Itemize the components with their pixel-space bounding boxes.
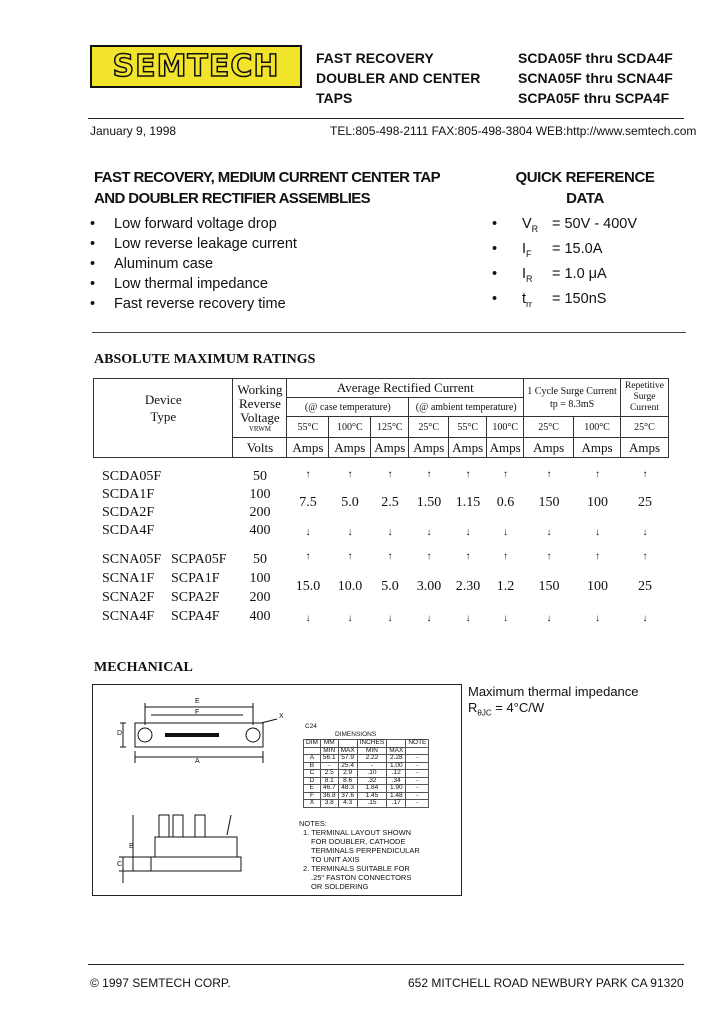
down-arrow-icon: ↓: [546, 527, 552, 538]
group2-devices-n: [102, 550, 161, 626]
dim-cell: .15: [357, 800, 387, 808]
current-value: 10.0: [337, 579, 363, 594]
current-value: 1.2: [496, 579, 515, 594]
dim-row: [304, 792, 429, 800]
case-code: C24: [305, 723, 317, 730]
up-arrow-icon: ↑: [503, 469, 508, 480]
dim-cell: B: [304, 762, 321, 770]
dim-cell: 57.9: [338, 755, 357, 763]
down-arrow-icon: ↓: [465, 613, 471, 624]
dim-cell: MAX: [387, 747, 406, 755]
value-cell: [574, 550, 621, 626]
volt-value: 200: [249, 505, 271, 520]
dimensions-title: DIMENSIONS: [335, 731, 377, 738]
thermal-subscript: θJC: [477, 708, 492, 718]
current-value: 5.0: [381, 579, 399, 594]
dim-cell: -: [357, 762, 387, 770]
up-arrow-icon: ↑: [595, 551, 600, 562]
dim-cell: 36.8: [320, 792, 338, 800]
qr-value: = 150nS: [552, 290, 607, 307]
doc-date: January 9, 1998: [90, 124, 177, 138]
hdr-text: Surge: [633, 392, 656, 402]
logo-text: SEMTECH: [112, 49, 280, 84]
dim-cell: -: [406, 800, 429, 808]
quick-ref-row: • $V_R = 50V - 400V$: [492, 216, 638, 234]
qr-symbol: V: [522, 216, 532, 232]
current-value: 0.6: [496, 495, 515, 510]
dim-cell: .32: [357, 777, 387, 785]
dim-cell: 1.48: [387, 792, 406, 800]
dim-cell: DIM: [304, 740, 321, 748]
dim-cell: 1.90: [387, 785, 406, 793]
up-arrow-icon: ↑: [546, 551, 552, 562]
dim-row: [304, 755, 429, 763]
temp-header: 55°C: [449, 417, 487, 438]
temp-header: 100°C: [329, 417, 371, 438]
qr-subscript: R: [526, 273, 533, 284]
temp-header: 25°C: [524, 417, 574, 438]
current-value: 1.15: [455, 495, 481, 510]
dim-cell: 56.1: [320, 755, 338, 763]
hdr-text: Type: [150, 409, 177, 425]
dim-cell: -: [406, 770, 429, 778]
down-arrow-icon: ↓: [642, 613, 648, 624]
up-arrow-icon: ↑: [347, 551, 353, 562]
dim-label: D: [117, 730, 123, 737]
down-arrow-icon: ↓: [595, 613, 600, 624]
intro-heading: [94, 167, 440, 209]
value-cell: [621, 550, 669, 626]
header-part-numbers: [518, 48, 673, 108]
current-value: 15.0: [295, 579, 321, 594]
down-arrow-icon: ↓: [503, 527, 508, 538]
repetitive-surge-header: [620, 379, 668, 417]
volt-value: 50: [253, 552, 267, 567]
qr-subscript: rr: [526, 298, 533, 309]
up-arrow-icon: ↑: [642, 551, 648, 562]
dim-cell: [338, 740, 357, 748]
dim-cell: 1.00: [387, 762, 406, 770]
up-arrow-icon: ↑: [465, 469, 471, 480]
qr-value: = 1.0 μA: [552, 265, 607, 282]
dim-cell: INCHES: [357, 740, 387, 748]
feature-item: • Low thermal impedance: [90, 274, 297, 294]
case-temp-header: (@ case temperature): [287, 398, 409, 417]
qr-symbol: I: [522, 240, 527, 257]
value-cell: [329, 550, 371, 626]
dim-cell: -: [406, 762, 429, 770]
current-value: 150: [538, 579, 560, 594]
dim-row: [304, 785, 429, 793]
units-amps: Amps: [287, 438, 329, 458]
ambient-temp-header: (@ ambient temperature): [409, 398, 524, 417]
value-cell: [621, 468, 669, 540]
device-name: SCPA05F: [171, 552, 227, 567]
dim-cell: MIN: [357, 747, 387, 755]
note-line: .25" FASTON CONNECTORS: [311, 873, 412, 882]
current-value: 100: [587, 495, 608, 510]
terminal: [173, 815, 183, 837]
temp-header: 25°C: [409, 417, 449, 438]
dim-cell: -: [320, 762, 338, 770]
temp-header: 125°C: [371, 417, 409, 438]
dim-cell: 8.1: [320, 777, 338, 785]
device-name: SCPA1F: [171, 571, 220, 586]
mechanical-drawing-box: [92, 684, 462, 896]
quick-ref-list: [492, 214, 637, 314]
thermal-impedance-value: [468, 700, 544, 718]
quick-ref-row: • $t_{rr} = 150nS$: [492, 290, 607, 309]
temp-header: 100°C: [574, 417, 621, 438]
dim-cell: .12: [387, 770, 406, 778]
assembly-base: [151, 857, 241, 871]
dim-label: A: [195, 758, 200, 765]
dim-label: F: [195, 709, 200, 716]
feature-item: • Low forward voltage drop: [90, 214, 297, 234]
dim-cell: MAX: [338, 747, 357, 755]
heading-line: QUICK REFERENCE: [515, 169, 655, 186]
down-arrow-icon: ↓: [387, 527, 393, 538]
dim-cell: A: [304, 755, 321, 763]
working-voltage-header: [233, 379, 287, 438]
volt-value: 200: [249, 590, 271, 605]
group1-values: [287, 468, 669, 540]
mechanical-title: MECHANICAL: [94, 660, 193, 675]
dim-cell: .34: [387, 777, 406, 785]
feature-item: • Aluminum case: [90, 254, 297, 274]
group2-volts: [235, 550, 285, 626]
dim-cell: 1.84: [357, 785, 387, 793]
feature-item: • Low reverse leakage current: [90, 234, 297, 254]
temp-header: 55°C: [287, 417, 329, 438]
down-arrow-icon: ↓: [546, 613, 552, 624]
dim-label: B: [129, 843, 134, 850]
feature-item: • Fast reverse recovery time: [90, 294, 297, 314]
ratings-table: [93, 378, 669, 458]
down-arrow-icon: ↓: [347, 527, 353, 538]
dim-cell: MIN: [320, 747, 338, 755]
temp-header: 100°C: [487, 417, 524, 438]
down-arrow-icon: ↓: [305, 613, 311, 624]
hdr-text: Reverse: [239, 395, 281, 411]
up-arrow-icon: ↑: [426, 469, 432, 480]
dim-cell: 48.3: [338, 785, 357, 793]
dim-row: [304, 800, 429, 808]
units-amps: Amps: [574, 438, 621, 458]
units-amps: Amps: [524, 438, 574, 458]
note-line: 1. TERMINAL LAYOUT SHOWN: [303, 828, 412, 837]
note-line: TO UNIT AXIS: [311, 855, 360, 864]
dim-cell: MM: [320, 740, 338, 748]
value-cell: [287, 468, 329, 540]
footer-copyright: © 1997 SEMTECH CORP.: [90, 976, 231, 990]
mount-hole: [138, 728, 152, 742]
footer-divider: [88, 964, 684, 965]
dim-cell: 3.8: [320, 800, 338, 808]
dim-cell: 8.6: [338, 777, 357, 785]
part-line: SCPA05F thru SCPA4F: [518, 90, 670, 106]
value-cell: [524, 468, 574, 540]
units-amps: Amps: [620, 438, 668, 458]
title-line: DOUBLER AND CENTER: [316, 70, 481, 86]
current-value: 150: [538, 495, 560, 510]
group1-devices: [102, 468, 161, 540]
group1-volts: [235, 468, 285, 540]
down-arrow-icon: ↓: [426, 527, 432, 538]
dim-row: [304, 740, 429, 748]
device-name: SCDA4F: [102, 523, 155, 538]
dim-cell: 37.6: [338, 792, 357, 800]
assembly-body: [155, 837, 237, 857]
dim-cell: -: [406, 777, 429, 785]
volt-value: 100: [249, 487, 271, 502]
value-cell: [574, 468, 621, 540]
dim-cell: -: [406, 785, 429, 793]
dim-cell: -: [406, 755, 429, 763]
volt-value: 400: [249, 609, 271, 624]
header-divider: [88, 118, 684, 119]
qr-symbol: I: [522, 265, 527, 282]
quick-ref-row: • $I_R = 1.0$ μA: [492, 265, 607, 284]
units-spacer: [94, 438, 233, 458]
device-name: SCNA2F: [102, 590, 155, 605]
up-arrow-icon: ↑: [465, 551, 471, 562]
temp-header: 25°C: [620, 417, 668, 438]
volt-value: 100: [249, 571, 271, 586]
up-arrow-icon: ↑: [387, 551, 393, 562]
avg-current-header: Average Rectified Current: [287, 379, 524, 398]
group2-devices-p: [171, 550, 227, 626]
hdr-text: Current: [629, 403, 659, 413]
hdr-text: Repetitive: [624, 381, 665, 391]
thermal-impedance-label: Maximum thermal impedance: [468, 684, 639, 699]
quick-ref-row: • $I_F = 15.0A$: [492, 240, 603, 259]
heading-line: FAST RECOVERY, MEDIUM CURRENT CENTER TAP: [94, 169, 441, 186]
heading-line: DATA: [566, 190, 604, 207]
feature-list: [90, 214, 297, 314]
ratings-title: ABSOLUTE MAXIMUM RATINGS: [94, 352, 316, 367]
units-amps: Amps: [371, 438, 409, 458]
value-cell: [287, 550, 329, 626]
down-arrow-icon: ↓: [347, 613, 353, 624]
units-amps: Amps: [329, 438, 371, 458]
device-name: SCDA05F: [102, 469, 162, 484]
up-arrow-icon: ↑: [546, 469, 552, 480]
value-cell: [449, 550, 487, 626]
up-arrow-icon: ↑: [503, 551, 508, 562]
dim-cell: E: [304, 785, 321, 793]
dim-cell: [387, 740, 406, 748]
down-arrow-icon: ↓: [595, 527, 600, 538]
qr-value: = 15.0A: [552, 240, 603, 257]
quick-ref-heading: [500, 167, 670, 209]
footer-address: 652 MITCHELL ROAD NEWBURY PARK CA 91320: [408, 976, 684, 990]
heading-line: AND DOUBLER RECTIFIER ASSEMBLIES: [94, 190, 371, 207]
volt-value: 50: [253, 469, 267, 484]
value-cell: [449, 468, 487, 540]
note-line: OR SOLDERING: [311, 882, 369, 891]
current-value: 5.0: [341, 495, 359, 510]
up-arrow-icon: ↑: [305, 551, 311, 562]
current-value: 25: [638, 495, 652, 510]
section-divider: [92, 332, 686, 333]
device-name: SCDA1F: [102, 487, 155, 502]
down-arrow-icon: ↓: [426, 613, 432, 624]
qr-symbol: t: [522, 290, 527, 307]
dim-cell: 46.7: [320, 785, 338, 793]
contact-info: TEL:805-498-2111 FAX:805-498-3804 WEB:http://www.semtech.com: [330, 124, 697, 138]
current-value: 2.5: [381, 495, 399, 510]
title-line: TAPS: [316, 90, 353, 106]
up-arrow-icon: ↑: [642, 469, 648, 480]
units-amps: Amps: [449, 438, 487, 458]
current-value: 7.5: [299, 495, 317, 510]
hdr-text: Device: [144, 392, 182, 408]
dim-cell: D: [304, 777, 321, 785]
current-value: 3.00: [416, 579, 442, 594]
note-line: 2. TERMINALS SUITABLE FOR: [303, 864, 410, 873]
surge-header: [524, 379, 621, 417]
up-arrow-icon: ↑: [347, 469, 353, 480]
units-amps: Amps: [409, 438, 449, 458]
value-cell: [487, 468, 524, 540]
current-value: 100: [587, 579, 608, 594]
up-arrow-icon: ↑: [387, 469, 393, 480]
dim-row: [304, 762, 429, 770]
mount-hole: [246, 728, 260, 742]
part-line: SCNA05F thru SCNA4F: [518, 70, 673, 86]
thermal-value: = 4°C/W: [495, 700, 545, 715]
hdr-text: tp = 8.3mS: [549, 398, 595, 410]
dimensions-table: [303, 739, 429, 808]
terminal: [195, 815, 205, 837]
qr-subscript: R: [531, 223, 539, 234]
part-line: SCDA05F thru SCDA4F: [518, 50, 673, 66]
vrwm-label: VRWM: [248, 424, 272, 433]
hdr-text: 1 Cycle Surge Current: [527, 385, 617, 397]
dim-cell: 2.22: [357, 755, 387, 763]
device-name: SCNA1F: [102, 571, 155, 586]
dim-cell: .10: [357, 770, 387, 778]
header-title: [316, 48, 480, 108]
dim-cell: -: [406, 792, 429, 800]
value-cell: [409, 468, 449, 540]
dim-cell: 2.5: [320, 770, 338, 778]
group2-values: [287, 550, 669, 626]
down-arrow-icon: ↓: [387, 613, 393, 624]
down-arrow-icon: ↓: [305, 527, 311, 538]
dim-label: X: [279, 713, 284, 720]
dim-label: E: [195, 698, 200, 705]
hdr-text: Voltage: [240, 409, 280, 425]
up-arrow-icon: ↑: [305, 469, 311, 480]
dim-cell: X: [304, 800, 321, 808]
device-type-header: [94, 379, 233, 438]
device-name: SCPA2F: [171, 590, 220, 605]
current-value: 25: [638, 579, 652, 594]
mechanical-notes: [299, 819, 429, 891]
terminal: [159, 815, 169, 837]
note-line: FOR DOUBLER, CATHODE: [311, 837, 406, 846]
dim-row: [304, 770, 429, 778]
semtech-logo: [90, 45, 302, 88]
device-name: SCNA4F: [102, 609, 155, 624]
dim-cell: 2.9: [338, 770, 357, 778]
qr-value: = 50V - 400V: [552, 216, 638, 232]
up-arrow-icon: ↑: [426, 551, 432, 562]
value-cell: [371, 468, 409, 540]
down-arrow-icon: ↓: [503, 613, 508, 624]
value-cell: [409, 550, 449, 626]
thermal-symbol: R: [468, 700, 478, 715]
dim-cell: NOTE: [406, 740, 429, 748]
down-arrow-icon: ↓: [465, 527, 471, 538]
dim-cell: F: [304, 792, 321, 800]
units-volts: Volts: [233, 438, 287, 458]
units-amps: Amps: [487, 438, 524, 458]
current-value: 1.50: [416, 495, 442, 510]
notes-title: NOTES:: [299, 819, 327, 828]
value-cell: [371, 550, 409, 626]
volt-value: 400: [249, 523, 271, 538]
down-arrow-icon: ↓: [642, 527, 648, 538]
value-cell: [487, 550, 524, 626]
up-arrow-icon: ↑: [595, 469, 600, 480]
value-cell: [524, 550, 574, 626]
dim-label: C: [117, 861, 123, 868]
hdr-text: Working: [237, 381, 283, 397]
dim-cell: 25.4: [338, 762, 357, 770]
device-name: SCPA4F: [171, 609, 220, 624]
qr-subscript: F: [526, 248, 532, 259]
dim-cell: 2.28: [387, 755, 406, 763]
note-line: TERMINALS PERPENDICULAR: [311, 846, 420, 855]
dim-cell: 1.45: [357, 792, 387, 800]
device-name: SCDA2F: [102, 505, 155, 520]
value-cell: [329, 468, 371, 540]
title-line: FAST RECOVERY: [316, 50, 434, 66]
device-name: SCNA05F: [102, 552, 162, 567]
dim-cell: C: [304, 770, 321, 778]
dim-cell: 4.3: [338, 800, 357, 808]
current-value: 2.30: [455, 579, 481, 594]
dim-cell: .17: [387, 800, 406, 808]
